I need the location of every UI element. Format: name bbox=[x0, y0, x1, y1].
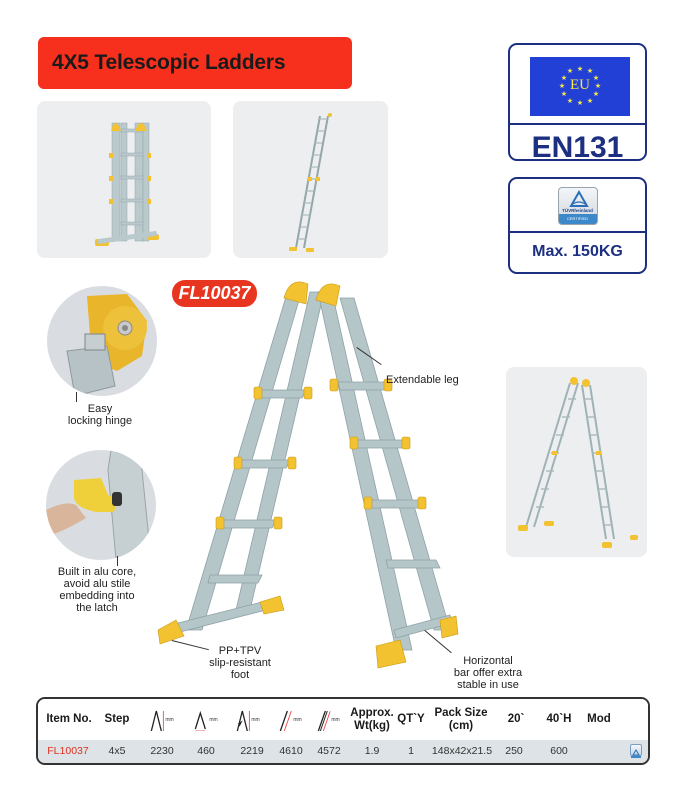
extended-a-frame-height-icon bbox=[236, 705, 259, 735]
header-line: Pack Size bbox=[434, 706, 488, 719]
svg-text:★: ★ bbox=[592, 75, 600, 82]
callout-line: embedding into bbox=[59, 590, 135, 602]
callout-foot bbox=[200, 645, 280, 681]
page-title: 4X5 Telescopic Ladders bbox=[52, 51, 286, 74]
callout-line: slip-resistant bbox=[209, 657, 271, 669]
folded-ladder-photo bbox=[37, 101, 211, 258]
svg-text:★: ★ bbox=[586, 98, 594, 105]
callout-line: bar offer extra bbox=[453, 667, 523, 679]
straight-length-icon bbox=[278, 705, 301, 735]
straight-ladder-photo bbox=[233, 101, 388, 258]
svg-text:★: ★ bbox=[576, 100, 584, 107]
callout-line: PP+TPV bbox=[218, 645, 262, 657]
cell-weight: 1.9 bbox=[364, 745, 380, 757]
svg-text:★: ★ bbox=[558, 83, 566, 90]
standard-label: EN131 bbox=[531, 131, 624, 164]
unit-label: mm bbox=[251, 717, 260, 723]
table-row bbox=[38, 740, 648, 763]
callout-line: avoid alu stile bbox=[63, 578, 131, 590]
callout-line: foot bbox=[230, 669, 250, 681]
model-number: FL10037 bbox=[178, 283, 251, 303]
header-weight bbox=[350, 699, 393, 740]
callout-hinge bbox=[45, 403, 155, 427]
leader-line bbox=[76, 392, 77, 402]
hinge-detail-photo bbox=[47, 286, 157, 396]
straight-ladder-image bbox=[233, 101, 388, 258]
latch-image bbox=[46, 450, 156, 560]
header-item-no: Item No. bbox=[46, 713, 92, 725]
unit-label: mm bbox=[209, 717, 218, 723]
cell-dim4: 4610 bbox=[279, 745, 303, 757]
cell-dim1: 2230 bbox=[150, 745, 174, 757]
tuv-name: TÜVRheinland bbox=[562, 208, 593, 213]
header-line: (cm) bbox=[448, 719, 474, 732]
leader-line bbox=[117, 556, 118, 566]
a-frame-ladder-image bbox=[506, 367, 647, 557]
callout-line: locking hinge bbox=[67, 415, 133, 427]
callout-line: stable in use bbox=[457, 679, 519, 691]
divider bbox=[510, 123, 645, 125]
header-step: Step bbox=[104, 713, 130, 725]
svg-text:★: ★ bbox=[560, 91, 568, 98]
load-certification-box bbox=[508, 177, 647, 274]
callout-line: Easy bbox=[87, 403, 113, 415]
svg-text:★: ★ bbox=[576, 66, 584, 73]
a-frame-ladder-photo bbox=[506, 367, 647, 557]
unit-label: mm bbox=[331, 717, 340, 723]
header-mod: Mod bbox=[587, 713, 611, 725]
divider bbox=[510, 231, 645, 233]
spec-table bbox=[36, 697, 650, 765]
eu-label: EU bbox=[570, 77, 590, 93]
cell-item-no: FL10037 bbox=[47, 745, 89, 757]
extended-straight-length-icon bbox=[316, 705, 339, 735]
folded-ladder-image bbox=[37, 101, 211, 258]
tuv-mark-icon bbox=[630, 744, 642, 756]
svg-text:★: ★ bbox=[566, 68, 574, 75]
en131-certification-box bbox=[508, 43, 647, 164]
cell-dim3: 2219 bbox=[240, 745, 264, 757]
a-frame-height-icon bbox=[150, 705, 173, 735]
title-banner bbox=[38, 37, 352, 89]
svg-text:★: ★ bbox=[566, 98, 574, 105]
header-40hq: 40`H bbox=[546, 713, 572, 725]
header-qty: QT`Y bbox=[397, 713, 425, 725]
svg-text:★: ★ bbox=[592, 91, 600, 98]
callout-latch bbox=[42, 566, 152, 614]
tuv-certified-icon bbox=[558, 187, 598, 225]
cell-20ft: 250 bbox=[505, 745, 523, 757]
callout-line: the latch bbox=[76, 602, 118, 614]
callout-line: Built in alu core, bbox=[57, 566, 137, 578]
header-20ft: 20` bbox=[507, 713, 525, 725]
cell-dim5: 4572 bbox=[317, 745, 341, 757]
cell-40hq: 600 bbox=[550, 745, 568, 757]
main-ladder-illustration bbox=[150, 270, 470, 690]
callout-line: Extendable leg bbox=[386, 374, 459, 386]
max-load-label: Max. 150KG bbox=[532, 243, 623, 260]
callout-bar bbox=[446, 655, 530, 691]
svg-text:★: ★ bbox=[586, 68, 594, 75]
cell-pack-size: 148x42x21.5 bbox=[431, 745, 493, 757]
latch-detail-photo bbox=[46, 450, 156, 560]
eu-flag-icon bbox=[530, 57, 630, 116]
cell-step: 4x5 bbox=[108, 745, 126, 757]
callout-leg bbox=[386, 374, 459, 386]
header-line: Approx. bbox=[350, 706, 394, 719]
unit-label: mm bbox=[293, 717, 302, 723]
tuv-certified-label: CERTIFIED bbox=[559, 214, 597, 224]
a-frame-base-icon bbox=[194, 705, 217, 735]
header-line: Wt(kg) bbox=[354, 719, 390, 732]
svg-text:★: ★ bbox=[594, 83, 602, 90]
callout-line: Horizontal bbox=[463, 655, 513, 667]
cell-qty: 1 bbox=[408, 745, 414, 757]
header-pack-size bbox=[434, 699, 487, 740]
svg-text:★: ★ bbox=[560, 75, 568, 82]
unit-label: mm bbox=[165, 717, 174, 723]
cell-dim2: 460 bbox=[197, 745, 215, 757]
hinge-image bbox=[47, 286, 157, 396]
table-header-row bbox=[38, 699, 648, 740]
